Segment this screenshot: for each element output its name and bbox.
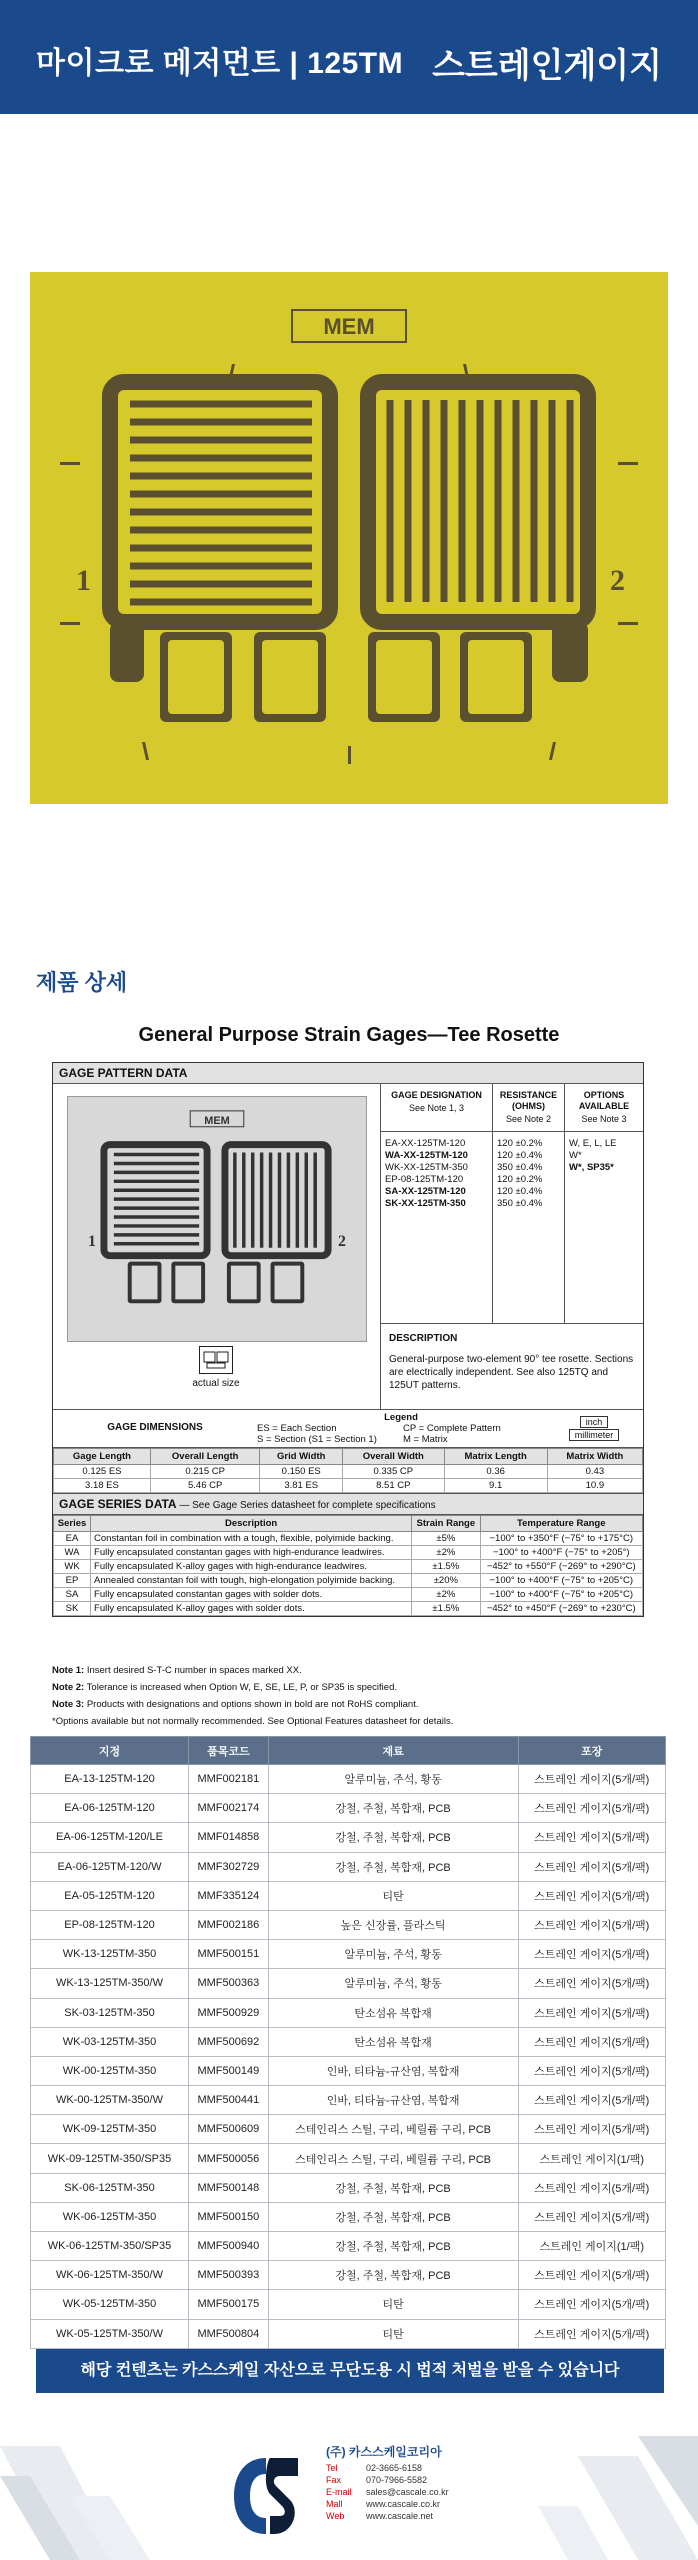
series-header: Strain Range (412, 1516, 480, 1532)
mem-mini-logo: MEM (204, 1114, 230, 1127)
product-cell: 강철, 주철, 복합재, PCB (268, 2261, 518, 2290)
product-header: 품목코드 (189, 1737, 269, 1765)
product-cell: MMF500609 (189, 2115, 269, 2144)
dims-mm-cell: 3.81 ES (260, 1479, 343, 1493)
note-text: Insert desired S-T-C number in spaces marked XX. (84, 1665, 302, 1676)
gage-pattern-image (67, 1096, 367, 1342)
product-cell: 탄소섬유 복합재 (268, 1998, 518, 2027)
series-row (54, 1602, 643, 1616)
contact-line (326, 2474, 449, 2486)
series-cell: WA (54, 1546, 91, 1560)
contact-key: Web (326, 2511, 345, 2521)
series-cell: ±20% (412, 1574, 480, 1588)
product-cell: EA-06-125TM-120 (31, 1794, 189, 1823)
product-cell: 강철, 주철, 복합재, PCB (268, 2202, 518, 2231)
note-label: Note 2: (52, 1682, 85, 1693)
product-cell: WK-05-125TM-350/W (31, 2319, 189, 2348)
series-cell: SK (54, 1602, 91, 1616)
dims-header: Grid Width (260, 1449, 343, 1465)
resistance-item: 120 ±0.2% (497, 1174, 543, 1185)
product-row (31, 1881, 666, 1910)
dims-mm-cell: 8.51 CP (343, 1479, 445, 1493)
product-cell: 스트레인 게이지(1/팩) (518, 2232, 666, 2261)
contact-line (326, 2510, 449, 2522)
cas-logo-icon (230, 2454, 302, 2538)
company-name: (주) 카스스케일코리아 (326, 2445, 442, 2459)
series-row (54, 1546, 643, 1560)
product-cell: 스트레인 게이지(5개/팩) (518, 2290, 666, 2319)
legend (257, 1410, 545, 1447)
page-header (0, 0, 698, 114)
col-resistance: RESISTANCE (OHMS) (499, 1090, 558, 1111)
dims-inch-cell: 0.43 (547, 1465, 642, 1479)
note-text: Products with designations and options shown in bold are not RoHS compliant. (84, 1699, 419, 1710)
dims-mm-cell: 10.9 (547, 1479, 642, 1493)
actual-size-icon (199, 1346, 233, 1374)
contact-line (326, 2498, 449, 2510)
gage-series-title: GAGE SERIES DATA (59, 1497, 177, 1511)
product-row (31, 2261, 666, 2290)
product-cell: MMF014858 (189, 1823, 269, 1852)
product-cell: WK-00-125TM-350 (31, 2056, 189, 2085)
product-cell: 스트레인 게이지(5개/팩) (518, 2086, 666, 2115)
product-cell: 스트레인 게이지(5개/팩) (518, 2261, 666, 2290)
footer-decoration-right (538, 2436, 698, 2560)
series-cell: ±1.5% (412, 1602, 480, 1616)
option-item: W* (569, 1150, 582, 1161)
legend-cp: CP = Complete Pattern (403, 1423, 501, 1434)
product-cell: 알루미늄, 주석, 황동 (268, 1765, 518, 1794)
product-cell: MMF500393 (189, 2261, 269, 2290)
resistance-item: 350 ±0.4% (497, 1162, 543, 1173)
col-designation: GAGE DESIGNATION (391, 1090, 482, 1100)
product-header: 지정 (31, 1737, 189, 1765)
contact-line (326, 2486, 449, 2498)
product-cell: 강철, 주철, 복합재, PCB (268, 1852, 518, 1881)
product-cell: 스트레인 게이지(5개/팩) (518, 2202, 666, 2231)
product-cell: 스트레인 게이지(5개/팩) (518, 1910, 666, 1939)
strain-gauge-photo (30, 272, 668, 804)
product-cell: 스트레인 게이지(5개/팩) (518, 1969, 666, 1998)
product-cell: MMF500692 (189, 2027, 269, 2056)
product-row (31, 1998, 666, 2027)
col-resistance-note: See Note 2 (505, 1114, 552, 1124)
contact-key: Tel (326, 2463, 338, 2473)
product-cell: 스트레인 게이지(5개/팩) (518, 1794, 666, 1823)
product-cell: 스트레인 게이지(5개/팩) (518, 1765, 666, 1794)
product-header: 포장 (518, 1737, 666, 1765)
section-title: 제품 상세 (36, 970, 128, 995)
legend-s: S = Section (S1 = Section 1) (257, 1434, 377, 1445)
series-cell: ±2% (412, 1546, 480, 1560)
spec-sheet (52, 1062, 644, 1617)
spec-notes (52, 1662, 652, 1730)
product-row (31, 2202, 666, 2231)
spec-title: General Purpose Strain Gages—Tee Rosette (138, 1024, 560, 1046)
product-cell: MMF500804 (189, 2319, 269, 2348)
note-label: Note 1: (52, 1665, 85, 1676)
dims-header: Overall Length (150, 1449, 260, 1465)
resistance-item: 120 ±0.4% (497, 1186, 543, 1197)
unit-inch: inch (580, 1416, 609, 1428)
product-row (31, 2027, 666, 2056)
resistance-list (497, 1138, 560, 1210)
col-designation-note: See Note 1, 3 (408, 1103, 465, 1113)
product-row (31, 1940, 666, 1969)
product-cell: WK-06-125TM-350/SP35 (31, 2232, 189, 2261)
legend-m: M = Matrix (403, 1434, 448, 1445)
series-row (54, 1560, 643, 1574)
note-line (52, 1662, 652, 1679)
product-cell: WK-06-125TM-350 (31, 2202, 189, 2231)
contact-key: Fax (326, 2475, 342, 2485)
product-cell: EA-13-125TM-120 (31, 1765, 189, 1794)
series-cell: EA (54, 1532, 91, 1546)
series-cell: −452° to +550°F (−269° to +290°C) (480, 1560, 642, 1574)
product-cell: 티탄 (268, 2290, 518, 2319)
product-row (31, 2056, 666, 2085)
series-cell: EP (54, 1574, 91, 1588)
contact-value: 070-7966-5582 (366, 2475, 428, 2485)
contact-key: Mall (326, 2499, 343, 2509)
product-cell: MMF500940 (189, 2232, 269, 2261)
product-row (31, 2115, 666, 2144)
mini-label-2: 2 (338, 1232, 346, 1250)
series-cell: −100° to +400°F (−75° to +205°) (480, 1546, 642, 1560)
legend-es: ES = Each Section (257, 1423, 337, 1434)
dims-inch-cell: 0.335 CP (343, 1465, 445, 1479)
contact-value: sales@cascale.co.kr (366, 2487, 449, 2497)
resistance-item: 120 ±0.2% (497, 1138, 543, 1149)
product-row (31, 1765, 666, 1794)
product-cell: SK-06-125TM-350 (31, 2173, 189, 2202)
series-cell: Fully encapsulated constantan gages with solder dots. (91, 1588, 412, 1602)
product-cell: MMF500151 (189, 1940, 269, 1969)
product-cell: 스트레인 게이지(5개/팩) (518, 2027, 666, 2056)
series-row (54, 1588, 643, 1602)
note-line (52, 1679, 652, 1696)
product-cell: WK-05-125TM-350 (31, 2290, 189, 2319)
dims-inch-cell: 0.125 ES (54, 1465, 151, 1479)
series-cell: SA (54, 1588, 91, 1602)
product-cell: 스트레인 게이지(1/팩) (518, 2144, 666, 2173)
mini-label-1: 1 (88, 1232, 96, 1250)
series-header: Series (54, 1516, 91, 1532)
product-cell: MMF500441 (189, 2086, 269, 2115)
product-cell: MMF002174 (189, 1794, 269, 1823)
option-item: W, E, L, LE (569, 1138, 617, 1149)
product-cell: 높은 신장률, 플라스틱 (268, 1910, 518, 1939)
resistance-item: 350 ±0.4% (497, 1198, 543, 1209)
product-cell: MMF500149 (189, 2056, 269, 2085)
series-cell: Fully encapsulated K-alloy gages with high-endurance leadwires. (91, 1560, 412, 1574)
product-row (31, 1794, 666, 1823)
actual-size-label: actual size (192, 1378, 240, 1389)
dims-mm-cell: 3.18 ES (54, 1479, 151, 1493)
gage-series-note: — See Gage Series datasheet for complete specifications (176, 1500, 436, 1511)
product-cell: 티탄 (268, 1881, 518, 1910)
note-text: Tolerance is increased when Option W, E, SE, LE, P, or SP35 is specified. (84, 1682, 397, 1693)
dims-inch-cell: 0.150 ES (260, 1465, 343, 1479)
product-row (31, 2144, 666, 2173)
product-cell: 스트레인 게이지(5개/팩) (518, 2319, 666, 2348)
series-cell: −100° to +400°F (−75° to +205°C) (480, 1588, 642, 1602)
product-cell: 스테인리스 스틸, 구리, 베릴륨 구리, PCB (268, 2115, 518, 2144)
product-row (31, 2232, 666, 2261)
series-header: Temperature Range (480, 1516, 642, 1532)
gage-series-bar (53, 1493, 643, 1515)
product-row (31, 2173, 666, 2202)
note-line (52, 1696, 652, 1713)
series-cell: −100° to +350°F (−75° to +175°C) (480, 1532, 642, 1546)
product-cell: 스트레인 게이지(5개/팩) (518, 1998, 666, 2027)
dims-header: Matrix Width (547, 1449, 642, 1465)
product-cell: 스테인리스 스틸, 구리, 베릴륨 구리, PCB (268, 2144, 518, 2173)
gage-pattern-bar: GAGE PATTERN DATA (53, 1063, 643, 1084)
product-cell: 스트레인 게이지(5개/팩) (518, 2056, 666, 2085)
category-title: 스트레인게이지 (432, 47, 662, 85)
product-row (31, 1969, 666, 1998)
product-table (30, 1736, 666, 2349)
dims-inch-cell: 0.36 (444, 1465, 547, 1479)
product-header: 재료 (268, 1737, 518, 1765)
product-cell: 강철, 주철, 복합재, PCB (268, 1823, 518, 1852)
contact-info (326, 2446, 449, 2522)
designation-item: SA-XX-125TM-120 (385, 1186, 466, 1197)
col-options: OPTIONS AVAILABLE (578, 1090, 630, 1111)
product-cell: WK-09-125TM-350/SP35 (31, 2144, 189, 2173)
series-cell: Annealed constantan foil with tough, high-elongation polyimide backing. (91, 1574, 412, 1588)
product-cell: WK-03-125TM-350 (31, 2027, 189, 2056)
product-row (31, 2319, 666, 2348)
designation-list (385, 1138, 488, 1210)
product-cell: WK-09-125TM-350 (31, 2115, 189, 2144)
description-block (381, 1324, 643, 1400)
dimensions-table (53, 1448, 643, 1493)
product-cell: MMF500056 (189, 2144, 269, 2173)
product-cell: MMF002186 (189, 1910, 269, 1939)
product-cell: 스트레인 게이지(5개/팩) (518, 1852, 666, 1881)
product-cell: WK-13-125TM-350/W (31, 1969, 189, 1998)
gage-dimensions-label: GAGE DIMENSIONS (107, 1422, 203, 1433)
designation-item: WA-XX-125TM-120 (385, 1150, 468, 1161)
series-cell: −452° to +450°F (−269° to +230°C) (480, 1602, 642, 1616)
dims-mm-cell: 9.1 (444, 1479, 547, 1493)
product-cell: 스트레인 게이지(5개/팩) (518, 1823, 666, 1852)
product-cell: 스트레인 게이지(5개/팩) (518, 1881, 666, 1910)
description-title: DESCRIPTION (389, 1333, 458, 1344)
series-cell: −100° to +400°F (−75° to +205°C) (480, 1574, 642, 1588)
series-cell: ±2% (412, 1588, 480, 1602)
series-cell: Fully encapsulated K-alloy gages with solder dots. (91, 1602, 412, 1616)
product-cell: EP-08-125TM-120 (31, 1910, 189, 1939)
product-cell: 인바, 티타늄-규산염, 복합재 (268, 2086, 518, 2115)
series-header: Description (91, 1516, 412, 1532)
product-row (31, 1852, 666, 1881)
series-row (54, 1532, 643, 1546)
product-row (31, 1910, 666, 1939)
mem-logo-text: MEM (323, 314, 375, 339)
series-cell: Fully encapsulated constantan gages with high-endurance leadwires. (91, 1546, 412, 1560)
product-cell: MMF500150 (189, 2202, 269, 2231)
note-text: *Options available but not normally recommended. See Optional Features datasheet for details. (52, 1716, 454, 1727)
product-cell: 알루미늄, 주석, 황동 (268, 1969, 518, 1998)
contact-value: www.cascale.co.kr (366, 2499, 441, 2509)
designation-item: SK-XX-125TM-350 (385, 1198, 466, 1209)
col-options-note: See Note 3 (581, 1114, 627, 1124)
contact-value: 02-3665-6158 (366, 2463, 423, 2473)
dims-header: Gage Length (54, 1449, 151, 1465)
footer (0, 2436, 698, 2560)
product-row (31, 1823, 666, 1852)
actual-size (191, 1346, 241, 1389)
product-cell: 스트레인 게이지(5개/팩) (518, 2173, 666, 2202)
series-table (53, 1515, 643, 1616)
unit-millimeter: millimeter (569, 1429, 620, 1441)
product-cell: WK-13-125TM-350 (31, 1940, 189, 1969)
description-text: General-purpose two-element 90° tee rosette. Sections are electrically independent. See also 125TQ and 125UT patterns. (389, 1354, 634, 1391)
dims-header: Overall Width (343, 1449, 445, 1465)
product-cell: 알루미늄, 주석, 황동 (268, 1940, 518, 1969)
series-cell: ±1.5% (412, 1560, 480, 1574)
designation-item: EA-XX-125TM-120 (385, 1138, 466, 1149)
product-cell: EA-05-125TM-120 (31, 1881, 189, 1910)
footer-decoration-left (0, 2436, 160, 2560)
product-cell: 티탄 (268, 2319, 518, 2348)
product-cell: EA-06-125TM-120/W (31, 1852, 189, 1881)
dims-mm-cell: 5.46 CP (150, 1479, 260, 1493)
product-cell: MMF002181 (189, 1765, 269, 1794)
product-cell: MMF500363 (189, 1969, 269, 1998)
copyright-banner: 해당 컨텐츠는 카스스케일 자산으로 무단도용 시 법적 처벌을 받을 수 있습니다 (36, 2349, 664, 2393)
series-row (54, 1574, 643, 1588)
product-row (31, 2086, 666, 2115)
series-cell: Constantan foil in combination with a tough, flexible, polyimide backing. (91, 1532, 412, 1546)
contact-value: www.cascale.net (366, 2511, 434, 2521)
product-cell: MMF302729 (189, 1852, 269, 1881)
series-cell: WK (54, 1560, 91, 1574)
product-cell: EA-06-125TM-120/LE (31, 1823, 189, 1852)
section-2-label: 2 (610, 564, 625, 597)
dims-header: Matrix Length (444, 1449, 547, 1465)
dims-inch-cell: 0.215 CP (150, 1465, 260, 1479)
resistance-item: 120 ±0.4% (497, 1150, 543, 1161)
product-cell: 강철, 주철, 복합재, PCB (268, 1794, 518, 1823)
series-cell: ±5% (412, 1532, 480, 1546)
option-item: W*, SP35* (569, 1162, 614, 1173)
product-cell: MMF335124 (189, 1881, 269, 1910)
product-cell: 강철, 주철, 복합재, PCB (268, 2173, 518, 2202)
contact-key: E-mail (326, 2487, 352, 2497)
legend-title: Legend (384, 1412, 418, 1423)
product-cell: 스트레인 게이지(5개/팩) (518, 1940, 666, 1969)
designation-item: WK-XX-125TM-350 (385, 1162, 468, 1173)
options-list (569, 1138, 639, 1174)
product-cell: 스트레인 게이지(5개/팩) (518, 2115, 666, 2144)
product-cell: 탄소섬유 복합재 (268, 2027, 518, 2056)
product-cell: MMF500148 (189, 2173, 269, 2202)
designation-item: EP-08-125TM-120 (385, 1174, 464, 1185)
product-cell: WK-00-125TM-350/W (31, 2086, 189, 2115)
section-1-label: 1 (76, 564, 91, 597)
contact-line (326, 2462, 449, 2474)
product-cell: MMF500929 (189, 1998, 269, 2027)
note-line (52, 1713, 652, 1730)
product-cell: MMF500175 (189, 2290, 269, 2319)
product-row (31, 2290, 666, 2319)
page-title: 마이크로 메저먼트 | 125TM (36, 47, 404, 80)
note-label: Note 3: (52, 1699, 85, 1710)
product-cell: 인바, 티타늄-규산염, 복합재 (268, 2056, 518, 2085)
product-cell: WK-06-125TM-350/W (31, 2261, 189, 2290)
product-cell: SK-03-125TM-350 (31, 1998, 189, 2027)
product-cell: 강철, 주철, 복합재, PCB (268, 2232, 518, 2261)
